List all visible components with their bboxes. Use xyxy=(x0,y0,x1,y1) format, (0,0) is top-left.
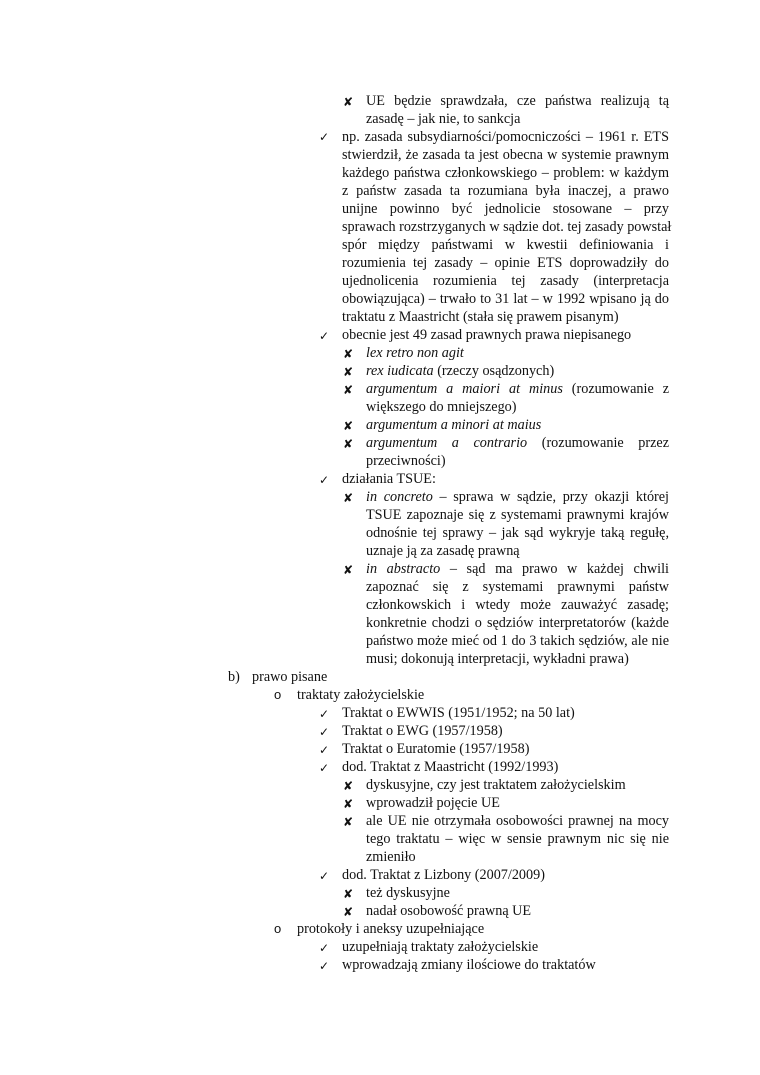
cross-mark-icon: ✘ xyxy=(343,563,354,577)
check-mark-icon: ✓ xyxy=(319,869,330,883)
latin-term: rex iudicata xyxy=(366,363,434,379)
list-item-text xyxy=(366,488,669,506)
list-item-text: przeciwności) xyxy=(366,453,446,469)
list-item-text xyxy=(366,362,554,380)
check-mark-icon: ✓ xyxy=(319,707,330,721)
list-item-text: lex retro non agit xyxy=(366,345,464,361)
circle-bullet-icon: o xyxy=(274,687,282,702)
check-mark-icon: ✓ xyxy=(319,130,330,144)
cross-mark-icon: ✘ xyxy=(343,779,354,793)
latin-term: in concreto xyxy=(366,489,433,505)
list-item-text: Traktat o EWWIS (1951/1952; na 50 lat) xyxy=(342,705,575,721)
list-item-text: też dyskusyjne xyxy=(366,885,450,901)
list-item-text: zapoznać się z systemami prawnymi państw xyxy=(366,579,669,595)
list-item-text: traktaty założycielskie xyxy=(297,687,425,703)
term-gloss: (rozumowanie przez xyxy=(527,435,669,451)
list-item-text: większego do mniejszego) xyxy=(366,399,517,415)
check-mark-icon: ✓ xyxy=(319,959,330,973)
list-item-text: UE będzie sprawdzała, cze państwa realizują tą xyxy=(366,93,669,109)
cross-mark-icon: ✘ xyxy=(343,815,354,829)
check-mark-icon: ✓ xyxy=(319,473,330,487)
list-item-text xyxy=(366,380,669,398)
cross-mark-icon: ✘ xyxy=(343,437,354,451)
list-item-text: działania TSUE: xyxy=(342,471,436,487)
list-item-text: TSUE zapoznaje się z systemami prawnymi krajów xyxy=(366,507,669,523)
list-item-text: uzupełniają traktaty założycielskie xyxy=(342,939,539,955)
cross-mark-icon: ✘ xyxy=(343,383,354,397)
list-item-text: traktatu z Maastricht (stała się prawem pisanym) xyxy=(342,309,619,325)
cross-mark-icon: ✘ xyxy=(343,797,354,811)
list-item-text: zmieniło xyxy=(366,849,416,865)
list-item-text: stwierdził, że zasada ta jest obecna w systemie prawnym xyxy=(342,147,669,163)
list-item-text: sprawach rozstrzyganych w sądzie dot. tej zasady powstał xyxy=(342,219,672,235)
check-mark-icon: ✓ xyxy=(319,725,330,739)
latin-term: argumentum a maiori at minus xyxy=(366,381,563,397)
cross-mark-icon: ✘ xyxy=(343,365,354,379)
term-gloss: – sąd ma prawo w każdej chwili xyxy=(440,561,669,577)
list-item-text: państwo może mieć od 1 do 3 takich sędziów, ale nie xyxy=(366,633,669,649)
list-item-text: Traktat o Euratomie (1957/1958) xyxy=(342,741,530,757)
list-item-text: spór między państwami w kwestii definiowania i xyxy=(342,237,669,253)
circle-bullet-icon: o xyxy=(274,921,282,936)
list-item-text: dyskusyjne, czy jest traktatem założycielskim xyxy=(366,777,626,793)
list-item-text: obowiązująca) – trwało to 31 lat – w 1992 wpisano ją do xyxy=(342,291,669,307)
list-item-text: ale UE nie otrzymała osobowości prawnej na mocy xyxy=(366,813,669,829)
list-item-text: członkowskich i wtedy może zauważyć zasadę; xyxy=(366,597,669,613)
latin-term: argumentum a contrario xyxy=(366,435,528,451)
term-gloss: (rzeczy osądzonych) xyxy=(433,363,555,379)
list-item-text: z państw zasada ta rozumiana była inaczej, a prawo xyxy=(342,183,669,199)
list-item-text: nadał osobowość prawną UE xyxy=(366,903,532,919)
list-item-text: dod. Traktat z Lizbony (2007/2009) xyxy=(342,867,545,883)
check-mark-icon: ✓ xyxy=(319,761,330,775)
check-mark-icon: ✓ xyxy=(319,941,330,955)
check-mark-icon: ✓ xyxy=(319,743,330,757)
list-item-text: argumentum a minori at maius xyxy=(366,417,542,433)
list-item-text xyxy=(366,560,669,578)
cross-mark-icon: ✘ xyxy=(343,887,354,901)
cross-mark-icon: ✘ xyxy=(343,491,354,505)
list-item-text: dod. Traktat z Maastricht (1992/1993) xyxy=(342,759,559,775)
list-item-text: unijne powinno być jednolicie stosowane – przy xyxy=(342,201,669,217)
cross-mark-icon: ✘ xyxy=(343,347,354,361)
list-label: b) xyxy=(228,669,240,685)
list-item-text: każdego państwa członkowskiego – problem: w każdym xyxy=(342,165,669,181)
list-item-text: konkretnie chodzi o sędziów interpretatorów (każde xyxy=(366,615,669,631)
list-item-text xyxy=(366,434,669,452)
term-gloss: (rozumowanie z xyxy=(562,381,669,397)
list-item-text: obecnie jest 49 zasad prawnych prawa niepisanego xyxy=(342,327,632,343)
list-item-text: odnośnie tej sprawy – jak sąd wykryje taką regułę, xyxy=(366,525,669,541)
list-item-text: wprowadzają zmiany ilościowe do traktatów xyxy=(342,957,596,973)
list-item-text: musi; dokonują interpretacji, wykładni prawa) xyxy=(366,651,629,667)
cross-mark-icon: ✘ xyxy=(343,905,354,919)
list-item-text: np. zasada subsydiarności/pomocniczości – 1961 r. ETS xyxy=(342,129,669,145)
latin-term: in abstracto xyxy=(366,561,441,577)
list-item-text: ujednolicenia rozumienia tej zasady (interpretacja xyxy=(342,273,669,289)
list-item-text: protokoły i aneksy uzupełniające xyxy=(297,921,485,937)
list-item-text: tego traktatu – więc w sensie prawnym nic się nie xyxy=(366,831,669,847)
list-item-text: uznaje ją za zasadę prawną xyxy=(366,543,520,559)
list-item-text: Traktat o EWG (1957/1958) xyxy=(342,723,503,739)
list-item-text: rozumienia tej zasady – opinie ETS doprowadziły do xyxy=(342,255,669,271)
check-mark-icon: ✓ xyxy=(319,329,330,343)
cross-mark-icon: ✘ xyxy=(343,419,354,433)
term-gloss: – sprawa w sądzie, przy okazji której xyxy=(432,489,669,505)
list-item-text: zasadę – jak nie, to sankcja xyxy=(366,111,521,127)
list-item-text: wprowadził pojęcie UE xyxy=(366,795,500,811)
section-heading: prawo pisane xyxy=(252,669,328,685)
cross-mark-icon: ✘ xyxy=(343,95,354,109)
